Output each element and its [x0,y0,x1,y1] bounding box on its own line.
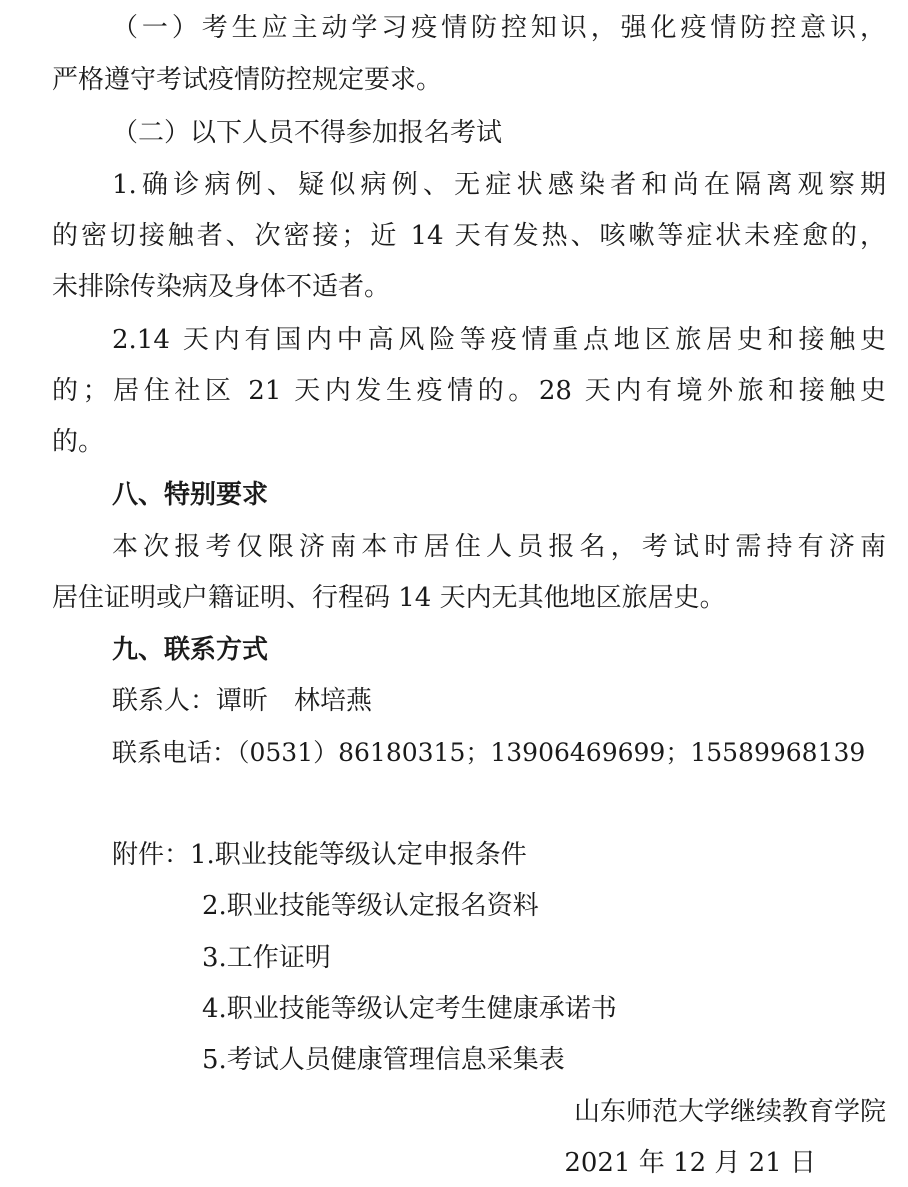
item-one-line-2: 严格遵守考试疫情防控规定要求。 [52,65,443,95]
signature-institution: 山东师范大学继续教育学院 [573,1097,886,1127]
contact-phone: 联系电话：（0531）86180315；13906469699；15589968139 [112,738,866,767]
attachment-1: 附件：1.职业技能等级认定申报条件 [112,840,527,870]
attachment-3: 3.工作证明 [202,943,331,973]
point-2-line-2: 的；居住社区 21 天内发生疫情的。28 天内有境外旅和接触史 [52,376,886,406]
signature-date: 2021 年 12 月 21 日 [564,1148,816,1178]
item-two-title: （二）以下人员不得参加报名考试 [112,118,503,148]
section-nine-heading: 九、联系方式 [112,635,269,665]
contact-people: 联系人：谭昕 林培燕 [112,686,373,716]
attachment-4: 4.职业技能等级认定考生健康承诺书 [202,994,617,1024]
point-1-line-2: 的密切接触者、次密接；近 14 天有发热、咳嗽等症状未痊愈的， [52,221,886,251]
attachment-5: 5.考试人员健康管理信息采集表 [202,1045,565,1075]
section-eight-heading: 八、特别要求 [112,480,269,510]
point-1-line-1: 1.确诊病例、疑似病例、无症状感染者和尚在隔离观察期 [112,170,886,200]
item-one-line-1: （一）考生应主动学习疫情防控知识，强化疫情防控意识， [112,13,886,43]
point-2-line-3: 的。 [52,427,105,457]
section-eight-line-2: 居住证明或户籍证明、行程码 14 天内无其他地区旅居史。 [52,583,726,613]
section-eight-line-1: 本次报考仅限济南本市居住人员报名，考试时需持有济南 [112,532,886,562]
attachment-2: 2.职业技能等级认定报名资料 [202,891,539,921]
point-2-line-1: 2.14 天内有国内中高风险等疫情重点地区旅居史和接触史 [112,325,886,355]
point-1-line-3: 未排除传染病及身体不适者。 [52,272,391,302]
